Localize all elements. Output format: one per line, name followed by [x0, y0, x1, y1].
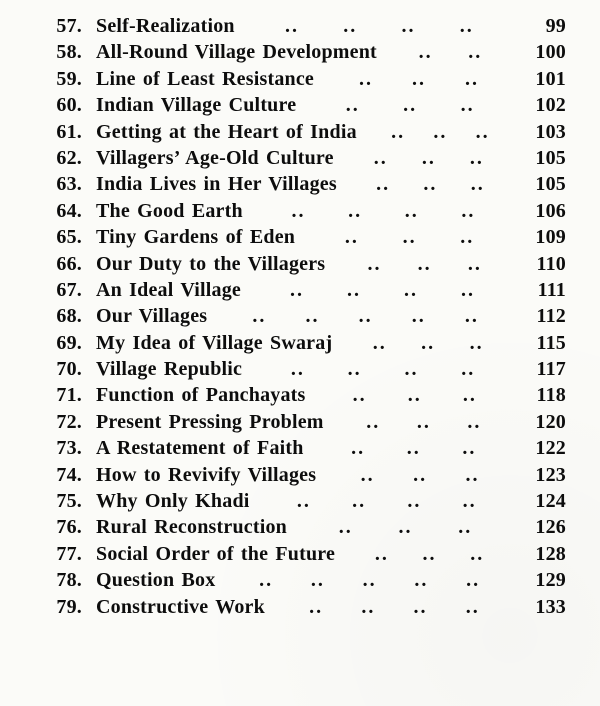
- entry-title: An Ideal Village: [96, 278, 241, 301]
- entry-number: 62.: [56, 146, 82, 169]
- entry-number: 76.: [56, 516, 82, 539]
- entry-title: Village Republic: [96, 358, 243, 381]
- dot-leader: .. .. .. ..: [290, 278, 475, 301]
- dot-leader: .. .. ..: [359, 67, 479, 90]
- toc-row: [40, 411, 566, 437]
- entry-page: 105: [535, 173, 566, 196]
- toc-row: [40, 569, 566, 595]
- entry-page: 99: [545, 15, 566, 37]
- dot-leader: .. .. ..: [367, 252, 482, 275]
- dot-leader: .. .. ..: [360, 463, 480, 486]
- entry-title: Function of Panchayats: [96, 384, 306, 407]
- toc-row: [40, 15, 566, 41]
- entry-title: Constructive Work: [96, 595, 265, 618]
- toc-row: [40, 464, 566, 490]
- toc-row: [40, 94, 566, 120]
- toc-row: [40, 253, 566, 279]
- dot-leader: .. .. ..: [372, 331, 484, 354]
- entry-page: 126: [535, 516, 566, 539]
- toc-row: [40, 543, 566, 569]
- dot-leader: .. .. ..: [373, 146, 484, 169]
- entry-page: 124: [535, 490, 566, 513]
- entry-number: 57.: [56, 15, 82, 37]
- toc-row: [40, 516, 566, 542]
- dot-leader: .. .. ..: [351, 437, 477, 460]
- entry-title: Rural Reconstruction: [96, 516, 287, 539]
- entry-page: 106: [535, 199, 566, 222]
- entry-title: Villagers’ Age-Old Culture: [96, 146, 334, 169]
- entry-number: 63.: [56, 173, 82, 196]
- entry-number: 78.: [56, 569, 82, 592]
- dot-leader: .. .. ..: [366, 410, 482, 433]
- entry-number: 66.: [56, 252, 82, 275]
- entry-page: 100: [535, 41, 566, 64]
- entry-title: Line of Least Resistance: [96, 67, 314, 90]
- entry-title: Present Pressing Problem: [96, 410, 324, 433]
- entry-title: Tiny Gardens of Eden: [96, 226, 296, 249]
- entry-page: 117: [536, 358, 566, 381]
- dot-leader: .. .. ..: [345, 94, 475, 117]
- toc-row: [40, 147, 566, 173]
- toc-row: [40, 490, 566, 516]
- toc-row: [40, 68, 566, 94]
- entry-page: 129: [535, 569, 566, 592]
- dot-leader: .. .. ..: [391, 120, 490, 143]
- entry-page: 118: [536, 384, 566, 407]
- entry-title: Getting at the Heart of India: [96, 120, 357, 143]
- entry-number: 74.: [56, 463, 82, 486]
- entry-page: 115: [536, 331, 566, 354]
- entry-title: Indian Village Culture: [96, 94, 297, 117]
- dot-leader: .. .. .. ..: [291, 199, 476, 222]
- toc-row: [40, 596, 566, 622]
- toc-row: [40, 41, 566, 67]
- dot-leader: .. .. ..: [344, 226, 475, 249]
- toc-row: [40, 173, 566, 199]
- entry-number: 65.: [56, 226, 82, 249]
- dot-leader: .. .. .. ..: [290, 358, 476, 381]
- entry-page: 105: [535, 146, 566, 169]
- dot-leader: .. .. .. ..: [296, 490, 477, 513]
- entry-number: 64.: [56, 199, 82, 222]
- dot-leader: .. .. ..: [374, 542, 485, 565]
- entry-number: 68.: [56, 305, 82, 328]
- toc-row: [40, 121, 566, 147]
- entry-title: Question Box: [96, 569, 216, 592]
- entry-page: 110: [536, 252, 566, 275]
- toc-row: [40, 332, 566, 358]
- dot-leader: .. .. .. .. ..: [252, 305, 479, 328]
- entry-page: 112: [536, 305, 566, 328]
- entry-page: 133: [535, 595, 566, 618]
- entry-number: 61.: [56, 120, 82, 143]
- entry-number: 70.: [56, 358, 82, 381]
- entry-title: The Good Earth: [96, 199, 243, 222]
- entry-number: 60.: [56, 94, 82, 117]
- dot-leader: .. .. .. .. ..: [259, 569, 481, 592]
- entry-title: My Idea of Village Swaraj: [96, 331, 333, 354]
- entry-page: 122: [535, 437, 566, 460]
- entry-title: Why Only Khadi: [96, 490, 250, 513]
- entry-page: 103: [535, 120, 566, 143]
- entry-number: 67.: [56, 278, 82, 301]
- entry-title: Our Villages: [96, 305, 208, 328]
- dot-leader: .. .. ..: [376, 173, 485, 196]
- entry-title: Self-Realization: [96, 15, 235, 37]
- entry-number: 72.: [56, 410, 82, 433]
- entry-page: 109: [535, 226, 566, 249]
- toc-row: [40, 384, 566, 410]
- entry-number: 71.: [56, 384, 82, 407]
- entry-number: 69.: [56, 331, 82, 354]
- dot-leader: .. .. ..: [338, 516, 473, 539]
- entry-number: 59.: [56, 67, 82, 90]
- entry-title: A Restatement of Faith: [96, 437, 304, 460]
- dot-leader: .. ..: [418, 41, 483, 64]
- entry-number: 77.: [56, 542, 82, 565]
- toc-row: [40, 305, 566, 331]
- toc-list: [40, 15, 566, 622]
- dot-leader: .. .. ..: [352, 384, 477, 407]
- entry-title: India Lives in Her Villages: [96, 173, 337, 196]
- toc-row: [40, 226, 566, 252]
- toc-row: [40, 437, 566, 463]
- dot-leader: .. .. .. ..: [284, 15, 474, 37]
- entry-page: 128: [535, 542, 566, 565]
- entry-number: 73.: [56, 437, 82, 460]
- entry-title: All-Round Village Development: [96, 41, 377, 64]
- entry-title: Social Order of the Future: [96, 542, 336, 565]
- dot-leader: .. .. .. ..: [309, 595, 480, 618]
- entry-page: 123: [535, 463, 566, 486]
- entry-page: 111: [537, 278, 566, 301]
- entry-number: 58.: [56, 41, 82, 64]
- entry-number: 79.: [56, 595, 82, 618]
- entry-title: How to Revivify Villages: [96, 463, 317, 486]
- toc-row: [40, 279, 566, 305]
- entry-page: 101: [535, 67, 566, 90]
- toc-row: [40, 358, 566, 384]
- entry-title: Our Duty to the Villagers: [96, 252, 326, 275]
- toc-row: [40, 200, 566, 226]
- entry-number: 75.: [56, 490, 82, 513]
- entry-page: 102: [535, 94, 566, 117]
- entry-page: 120: [535, 410, 566, 433]
